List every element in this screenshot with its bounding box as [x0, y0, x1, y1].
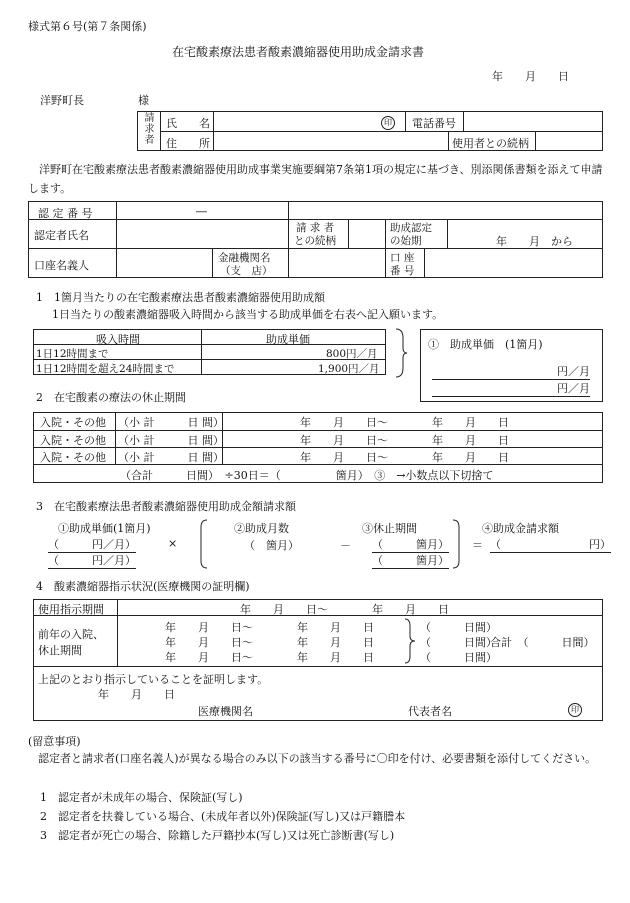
relation-label-2: との続柄 [294, 235, 336, 247]
prev-days[interactable]: （ 日間） [420, 636, 497, 649]
name-label: 氏 名 [166, 117, 210, 130]
account-no-label-2: 番 号 [390, 265, 415, 277]
institution-label: 医療機関名 [198, 705, 253, 718]
equals-sign: ＝ [472, 539, 483, 552]
suspension-row-label: 入院・その他 [40, 434, 106, 447]
address-label: 住 所 [166, 137, 210, 150]
seal-mark: 印 [568, 703, 582, 717]
suspension-total[interactable]: （合計 日間） ÷30日＝（ 箇月） ③ →小数点以下切捨て [120, 469, 494, 482]
relation-label-1: 請 求 者 [296, 222, 335, 234]
start-label-2: の始期 [390, 235, 422, 247]
suspension-subtotal[interactable]: （小 計 日 間） [118, 451, 224, 464]
start-value[interactable]: 年 月 から [496, 235, 573, 248]
suspension-subtotal[interactable]: （小 計 日 間） [118, 434, 224, 447]
account-holder-field[interactable] [118, 250, 210, 276]
rate-entry-label: ① 助成単価 (1箇月) [428, 338, 543, 351]
rate-row-rate: 1,900円／月 [318, 363, 380, 375]
suspension-row-label: 入院・その他 [40, 451, 106, 464]
suspension-row-label: 入院・その他 [40, 416, 106, 429]
calc-suspension-value-2[interactable]: （ 箇月） [372, 554, 449, 567]
account-holder-label: 口座名義人 [34, 259, 89, 272]
prev-period[interactable]: 年 月 日～ 年 月 日 [165, 621, 374, 634]
bank-label-2: （支 店） [220, 265, 273, 277]
certify-date[interactable]: 年 月 日 [98, 688, 175, 701]
suspension-period[interactable]: 年 月 日～ 年 月 日 [300, 434, 509, 447]
note-item[interactable]: 2 認定者を扶養している場合、(未成年者以外)保険証(写し)又は戸籍謄本 [40, 810, 406, 823]
left-bracket [200, 519, 208, 569]
suspension-period[interactable]: 年 月 日～ 年 月 日 [300, 451, 509, 464]
seal-mark: 印 [381, 116, 395, 130]
relation-label: 使用者との続柄 [452, 137, 529, 150]
account-no-label-1: 口 座 [390, 252, 415, 264]
representative-label: 代表者名 [408, 705, 452, 718]
cert-no-value: ― [196, 205, 207, 218]
form-number: 様式第６号(第７条関係) [28, 20, 147, 33]
section1-heading: 1 1箇月当たりの在宅酸素療法患者酸素濃縮器使用助成額 [36, 291, 325, 304]
period-value[interactable]: 年 月 日～ 年 月 日 [240, 603, 449, 616]
name-field[interactable] [215, 112, 380, 130]
suspension-period[interactable]: 年 月 日～ 年 月 日 [300, 416, 509, 429]
col-rate: 助成単価 [266, 333, 310, 346]
rate-row-rate: 800円／月 [326, 348, 378, 360]
rate-row-time: 1日12時間を超え24時間まで [36, 363, 175, 375]
applicant-label: 請求者 [142, 112, 153, 145]
intro-text: 洋野町在宅酸素療法患者酸素濃縮器使用助成事業実施要綱第7条第1項の規定に基づき、別添関係書類を添えて申請します。 [28, 163, 603, 195]
calc-suspension-title: ③休止期間 [362, 522, 417, 535]
certify-text: 上記のとおり指示していることを証明します。 [38, 673, 269, 686]
right-bracket [452, 519, 460, 569]
calc-total-value[interactable]: （ 円） [490, 538, 611, 551]
account-no-field[interactable] [426, 250, 601, 276]
cert-name-field[interactable] [118, 221, 286, 246]
calc-suspension-value-1[interactable]: （ 箇月） [372, 538, 449, 551]
notes-text: 認定者と請求者(口座名義人)が異なる場合のみ以下の該当する番号に〇印を付け、必要書類を添付してください。 [38, 752, 597, 765]
prev-days-total[interactable]: 合計 （ 日間） [490, 636, 595, 649]
bank-label-1: 金融機関名 [218, 252, 271, 264]
period-label: 使用指示期間 [38, 603, 104, 616]
form-title: 在宅酸素療法患者酸素濃縮器使用助成金請求書 [172, 45, 425, 59]
note-item[interactable]: 1 認定者が未成年の場合、保険証(写し) [40, 791, 243, 804]
form-date[interactable]: 年 月 日 [492, 70, 569, 83]
relation-field[interactable] [537, 132, 601, 150]
bank-field[interactable] [290, 250, 383, 276]
prev-days[interactable]: （ 日間） [420, 621, 497, 634]
addressee: 洋野町長 [40, 94, 84, 107]
cert-name-label: 認定者氏名 [34, 229, 89, 242]
calc-months-value[interactable]: （ 箇月） [244, 539, 299, 552]
cert-no-label: 認 定 番 号 [38, 207, 93, 220]
rate-entry-line-2[interactable]: 円／月 [432, 380, 590, 397]
rate-entry-line-1[interactable]: 円／月 [432, 363, 590, 380]
prev-period[interactable]: 年 月 日～ 年 月 日 [165, 651, 374, 664]
right-brace [394, 328, 408, 378]
prev-label-1: 前年の入院、 [38, 628, 104, 641]
cert-relation-field[interactable] [350, 221, 383, 246]
start-label-1: 助成認定 [390, 222, 432, 234]
section3-heading: 3 在宅酸素療法患者酸素濃縮器使用助成金額請求額 [36, 500, 296, 513]
times-sign: × [168, 537, 178, 550]
suspension-subtotal[interactable]: （小 計 日 間） [118, 416, 224, 429]
section2-heading: 2 在宅酸素の療法の休止期間 [36, 391, 186, 404]
calc-total-title: ④助成金請求額 [482, 522, 559, 535]
minus-sign: － [340, 539, 351, 552]
section1-note: 1日当たりの酸素濃縮器吸入時間から該当する助成単価を右表へ記入願います。 [52, 308, 444, 321]
calc-unit-value-2[interactable]: （ 円／月） [48, 554, 136, 567]
right-brace [404, 618, 416, 664]
notes-heading: (留意事項) [28, 735, 81, 748]
calc-unit-title: ①助成単価(1箇月) [58, 522, 151, 535]
phone-field[interactable] [465, 112, 601, 130]
prev-period[interactable]: 年 月 日～ 年 月 日 [165, 636, 374, 649]
calc-unit-value-1[interactable]: （ 円／月） [48, 538, 136, 551]
section4-heading: 4 酸素濃縮器指示状況(医療機関の証明欄) [36, 580, 250, 593]
col-time: 吸入時間 [96, 333, 140, 346]
address-field[interactable] [215, 132, 445, 150]
prev-label-2: 休止期間 [38, 644, 82, 657]
calc-months-title: ②助成月数 [234, 522, 289, 535]
phone-label: 電話番号 [412, 117, 456, 130]
rate-row-time: 1日12時間まで [36, 348, 109, 360]
honorific: 様 [138, 94, 149, 107]
note-item[interactable]: 3 認定者が死亡の場合、除籍した戸籍抄本(写し)又は死亡診断書(写し) [40, 829, 395, 842]
prev-days[interactable]: （ 日間） [420, 651, 497, 664]
